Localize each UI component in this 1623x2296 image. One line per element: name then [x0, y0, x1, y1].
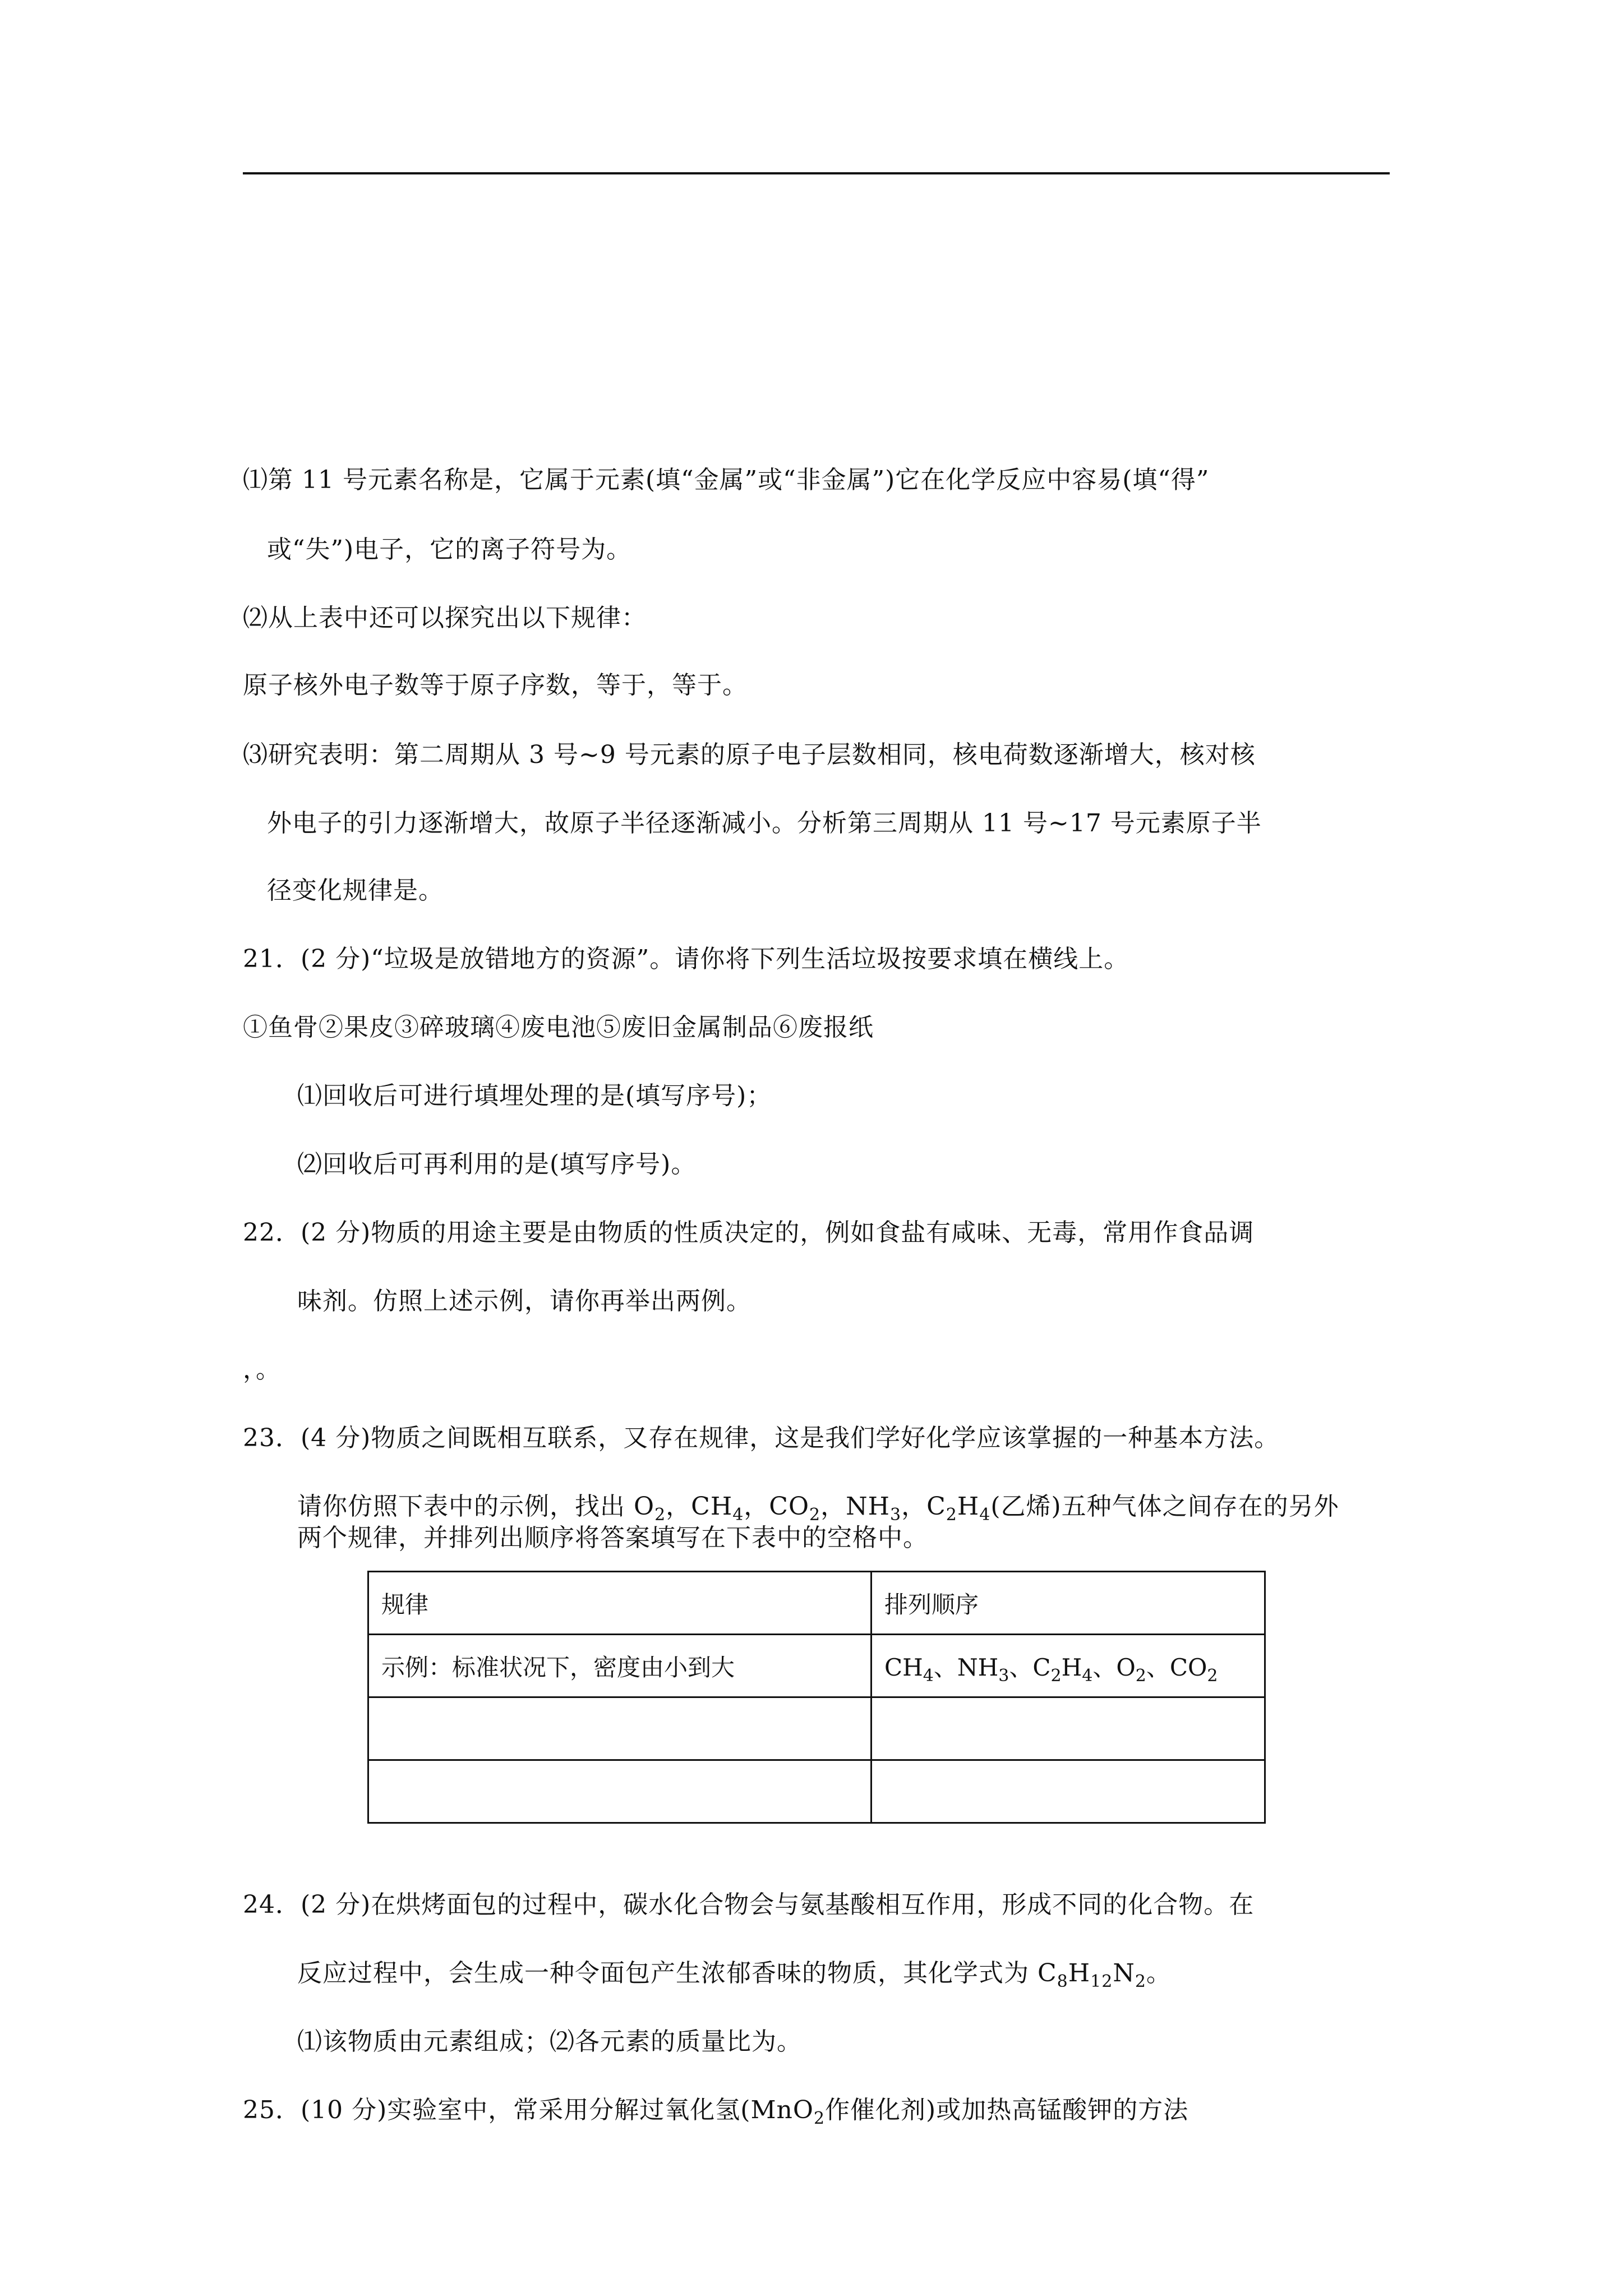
line-q25: 25．(10 分)实验室中，常采用分解过氧化氢(MnO$_2$作催化剂)或加热高锰酸钾的方法 — [243, 2096, 1189, 2128]
line-q24-parts: ⑴该物质由元素组成；⑵各元素的质量比为。 — [297, 2027, 802, 2056]
line-q20-part1-cont: 或“失”)电子，它的离子符号为。 — [267, 535, 632, 564]
line-q22: 22．(2 分)物质的用途主要是由物质的性质决定的，例如食盐有咸味、无毒，常用作食品调 — [243, 1218, 1255, 1247]
header-rule — [243, 172, 1390, 174]
line-q24: 24．(2 分)在烘烤面包的过程中，碳水化合物会与氨基酸相互作用，形成不同的化合物。在 — [243, 1890, 1255, 1919]
line-q20-part3: ⑶研究表明：第二周期从 3 号~9 号元素的原子电子层数相同，核电荷数逐渐增大，核对核 — [243, 740, 1256, 769]
line-q20-part1: ⑴第 11 号元素名称是，它属于元素(填“金属”或“非金属”)它在化学反应中容易(填“得” — [243, 466, 1210, 494]
line-q21-items: ①鱼骨②果皮③碎玻璃④废电池⑤废旧金属制品⑥废报纸 — [243, 1013, 874, 1042]
line-q21-part2: ⑵回收后可再利用的是(填写序号)。 — [297, 1150, 697, 1179]
line-q20-part3-cont1: 外电子的引力逐渐增大，故原子半径逐渐减小。分析第三周期从 11 号~17 号元素原子半 — [267, 809, 1262, 838]
header-cell-rule: 规律 — [368, 1572, 872, 1635]
line-q23: 23．(4 分)物质之间既相互联系，又存在规律，这是我们学好化学应该掌握的一种基本方法。 — [243, 1424, 1280, 1452]
line-q20-part3-cont2: 径变化规律是。 — [267, 876, 444, 905]
line-q21-part1: ⑴回收后可进行填埋处理的是(填写序号)； — [297, 1082, 772, 1110]
table-row — [368, 1635, 1265, 1697]
line-q21: 21．(2 分)“垃圾是放错地方的资源”。请你将下列生活垃圾按要求填在横线上。 — [243, 945, 1129, 973]
line-q24-cont: 反应过程中，会生成一种令面包产生浓郁香味的物质，其化学式为 $C_8H_{12}N_2$。 — [297, 1959, 1172, 1991]
line-q23-cont2: 两个规律，并排列出顺序将答案填写在下表中的空格中。 — [297, 1524, 928, 1552]
blank-order-cell[interactable] — [872, 1697, 1265, 1760]
table-header-row — [368, 1572, 1265, 1635]
table-row — [368, 1697, 1265, 1760]
example-rule-cell: 示例：标准状况下，密度由小到大 — [368, 1635, 872, 1697]
example-order-cell: $CH_4$、$NH_3$、$C_2H_4$、$O_2$、$CO_2$ — [872, 1635, 1265, 1697]
rules-table — [367, 1571, 1266, 1824]
table-row — [368, 1760, 1265, 1823]
line-q22-cont: 味剂。仿照上述示例，请你再举出两例。 — [297, 1287, 751, 1315]
line-q23-cont1: 请你仿照下表中的示例，找出 $O_2$，$CH_4$，$CO_2$，$NH_3$，$C_2H_4$(乙烯)五种气体之间存在的另外 — [297, 1492, 1339, 1525]
header-cell-order: 排列顺序 — [872, 1572, 1265, 1635]
blank-rule-cell[interactable] — [368, 1760, 872, 1823]
line-q22-answer: ，。 — [243, 1355, 281, 1384]
blank-rule-cell[interactable] — [368, 1697, 872, 1760]
line-q20-part2-rule: 原子核外电子数等于原子序数，等于，等于。 — [243, 671, 748, 700]
line-q20-part2: ⑵从上表中还可以探究出以下规律： — [243, 604, 647, 632]
blank-order-cell[interactable] — [872, 1760, 1265, 1823]
